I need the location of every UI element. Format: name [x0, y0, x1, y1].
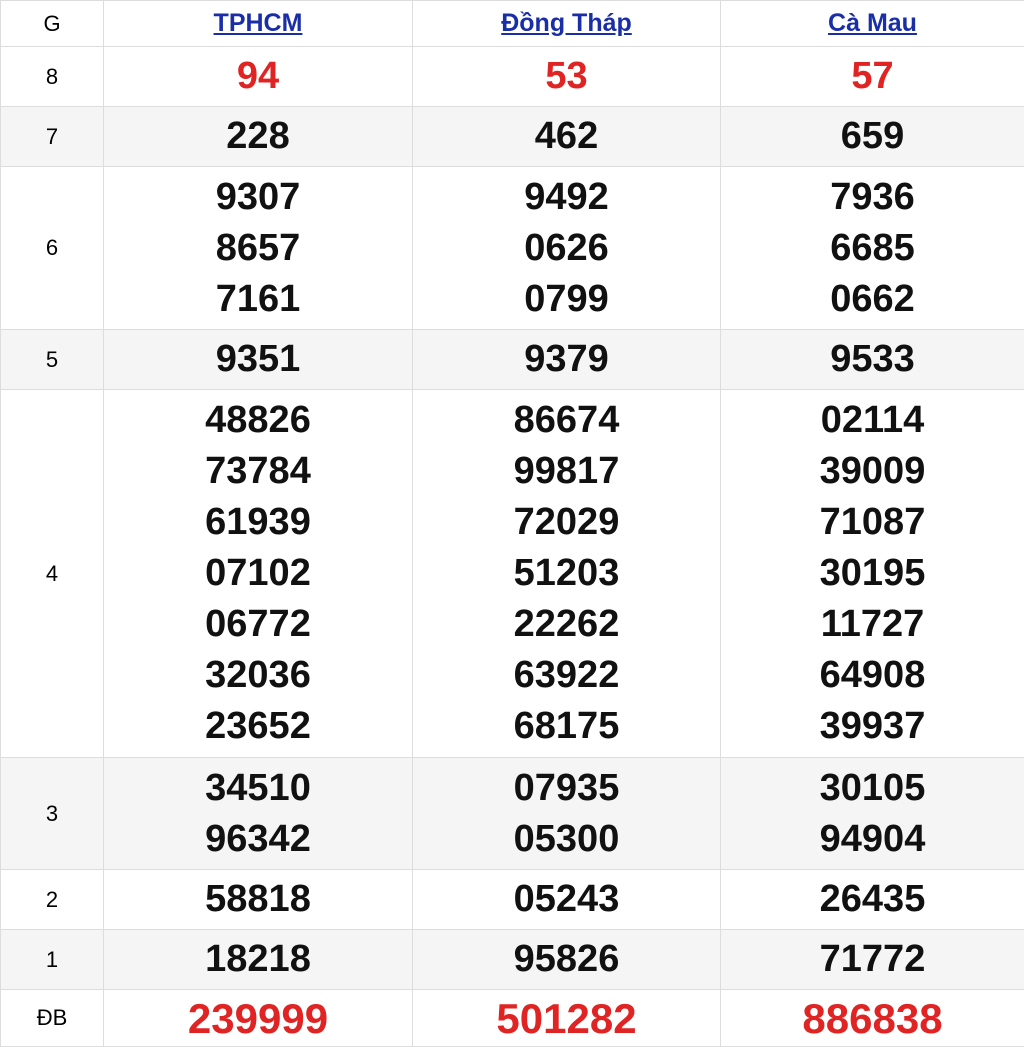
prize-number: 07102 — [205, 552, 311, 594]
prize-number: 86674 — [513, 399, 620, 441]
prize-number: 501282 — [496, 994, 637, 1042]
prize-row — [1, 870, 1024, 930]
prize-number: 9492 — [524, 175, 609, 218]
prize-number: 886838 — [802, 994, 943, 1042]
prize-cell — [721, 930, 1024, 990]
prize-number: 95826 — [513, 938, 620, 980]
prize-number: 02114 — [820, 399, 925, 441]
prize-label: 6 — [1, 167, 104, 330]
prize-cell — [721, 758, 1024, 870]
prize-number: 39937 — [819, 705, 926, 747]
prize-row — [1, 990, 1024, 1047]
prize-cell — [721, 107, 1024, 167]
prize-number: 71087 — [819, 501, 926, 543]
prize-cell — [721, 870, 1024, 930]
prize-cell — [413, 990, 721, 1047]
prize-number: 72029 — [513, 501, 620, 543]
prize-number: 0799 — [524, 277, 609, 320]
prize-number: 07935 — [513, 766, 620, 809]
prize-row — [1, 167, 1024, 330]
prize-label: 2 — [1, 870, 104, 930]
prize-cell — [104, 47, 413, 107]
prize-cell — [413, 930, 721, 990]
prize-label: ĐB — [1, 990, 104, 1047]
prize-number: 53 — [545, 55, 588, 97]
prize-cell — [413, 390, 721, 758]
prize-number: 26435 — [819, 878, 926, 920]
prize-number: 39009 — [819, 450, 926, 492]
prize-number: 659 — [840, 115, 905, 157]
prize-number: 18218 — [205, 938, 311, 980]
province-link-dong-thap[interactable]: Đồng Tháp — [501, 9, 632, 37]
prize-number: 73784 — [205, 450, 311, 492]
prize-cell — [413, 870, 721, 930]
prize-column-header: G — [1, 1, 104, 47]
prize-cell — [104, 167, 413, 330]
prize-cell — [104, 870, 413, 930]
prize-number: 58818 — [205, 878, 311, 920]
prize-number: 228 — [226, 115, 290, 157]
prize-number: 99817 — [513, 450, 620, 492]
prize-number: 05300 — [513, 817, 620, 860]
prize-number: 7936 — [830, 175, 915, 218]
prize-number: 34510 — [205, 766, 311, 809]
prize-cell — [413, 107, 721, 167]
prize-cell — [721, 47, 1024, 107]
prize-cell — [104, 330, 413, 390]
prize-row — [1, 390, 1024, 758]
prize-number: 0626 — [524, 226, 609, 269]
prize-cell — [721, 390, 1024, 758]
prize-row — [1, 930, 1024, 990]
prize-number: 22262 — [513, 603, 620, 645]
prize-row — [1, 107, 1024, 167]
prize-row — [1, 758, 1024, 870]
prize-number: 05243 — [513, 878, 620, 920]
prize-number: 94 — [236, 55, 280, 97]
prize-label: 3 — [1, 758, 104, 870]
prize-label: 7 — [1, 107, 104, 167]
prize-number: 30105 — [819, 766, 926, 809]
prize-cell — [413, 758, 721, 870]
province-header-dong-thap — [413, 1, 721, 47]
prize-cell — [104, 758, 413, 870]
prize-cell — [413, 47, 721, 107]
prize-number: 9307 — [215, 175, 301, 218]
prize-number: 48826 — [205, 399, 311, 441]
prize-number: 23652 — [205, 705, 311, 747]
prize-number: 71772 — [819, 938, 926, 980]
prize-cell — [104, 930, 413, 990]
prize-number: 57 — [851, 55, 894, 97]
prize-label: 5 — [1, 330, 104, 390]
prize-number: 63922 — [513, 654, 620, 696]
prize-cell — [104, 107, 413, 167]
prize-row — [1, 330, 1024, 390]
prize-number: 68175 — [513, 705, 620, 747]
prize-label: 4 — [1, 390, 104, 758]
province-header-tphcm — [104, 1, 413, 47]
prize-number: 6685 — [830, 226, 915, 269]
prize-number: 06772 — [205, 603, 311, 645]
prize-number: 51203 — [513, 552, 620, 594]
prize-cell — [721, 990, 1024, 1047]
prize-cell — [721, 167, 1024, 330]
prize-number: 9351 — [215, 338, 301, 380]
prize-label: 8 — [1, 47, 104, 107]
prize-number: 32036 — [205, 654, 311, 696]
prize-number: 7161 — [215, 277, 301, 320]
prize-number: 8657 — [215, 226, 301, 269]
prize-number: 239999 — [187, 994, 329, 1042]
prize-number: 96342 — [205, 817, 311, 860]
prize-cell — [721, 330, 1024, 390]
province-link-ca-mau[interactable]: Cà Mau — [828, 9, 917, 37]
prize-number: 9379 — [524, 338, 609, 380]
prize-number: 0662 — [830, 277, 915, 320]
prize-number: 462 — [534, 115, 599, 157]
prize-number: 61939 — [205, 501, 311, 543]
prize-number: 94904 — [819, 817, 926, 860]
prize-cell — [104, 990, 413, 1047]
province-header-ca-mau — [721, 1, 1024, 47]
results-body — [1, 47, 1024, 1047]
prize-number: 9533 — [830, 338, 915, 380]
prize-cell — [104, 390, 413, 758]
prize-label: 1 — [1, 930, 104, 990]
header-row — [1, 1, 1024, 47]
prize-number: 11727 — [820, 603, 925, 645]
prize-row — [1, 47, 1024, 107]
prize-number: 64908 — [819, 654, 926, 696]
prize-cell — [413, 330, 721, 390]
prize-number: 30195 — [819, 552, 926, 594]
province-link-tphcm[interactable]: TPHCM — [213, 9, 303, 37]
prize-cell — [413, 167, 721, 330]
